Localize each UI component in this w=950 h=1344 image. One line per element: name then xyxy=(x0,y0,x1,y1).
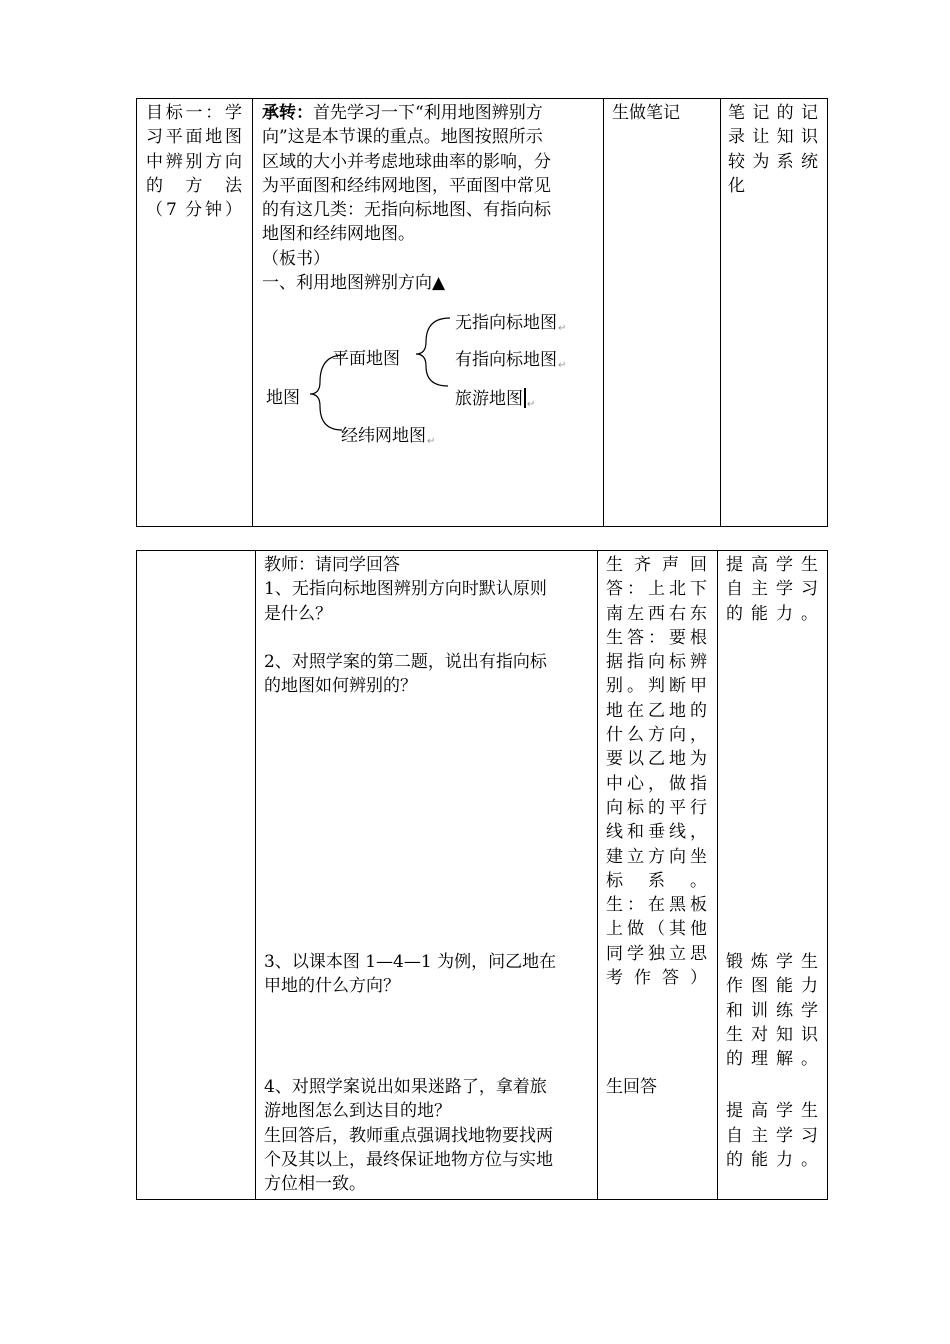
text-line xyxy=(726,1075,818,1099)
text-line: 提高学生 xyxy=(726,555,818,575)
text-line: 3、以课本图 1—4—1 为例，问乙地在 xyxy=(264,952,557,972)
t2-col4-part2 xyxy=(726,950,818,1071)
text-line: 同学独立思 xyxy=(606,943,707,964)
text-line: 4、对照学案说出如果迷路了，拿着旅 xyxy=(264,1077,547,1097)
text-line: 自主学习 xyxy=(726,579,818,600)
text-line: 地图和经纬网地图。 xyxy=(262,224,415,245)
text-line: 笔记的记 xyxy=(728,103,818,123)
transition-label: 承转： xyxy=(262,103,313,123)
text-line: 建立方向坐 xyxy=(606,846,707,867)
t2-col3-part1 xyxy=(606,553,707,990)
t2-col4-part3 xyxy=(726,1075,818,1172)
text-line xyxy=(264,626,589,650)
text-line: 和训练学 xyxy=(726,1000,818,1021)
t1-col1 xyxy=(146,101,242,222)
text-line: 的理解。 xyxy=(726,1049,818,1070)
text-line: 2、对照学案的第二题，说出有指向标 xyxy=(264,652,547,673)
text-line: 据指向标辨 xyxy=(606,652,707,673)
brace-plane xyxy=(416,318,450,386)
text-line: 游地图怎么到达目的地？ xyxy=(264,1101,451,1122)
text-line: 提高学生 xyxy=(726,1101,818,1122)
text-line: 的地图如何辨别的？ xyxy=(264,676,417,697)
text-line: 习平面地图 xyxy=(146,127,242,148)
text-line: 自主学习 xyxy=(726,1125,818,1146)
text-line: 生回答后，教师重点强调找地物要找两 xyxy=(264,1125,553,1146)
text-line: 一、利用地图辨别方向▲ xyxy=(262,273,446,294)
text-line: 什么方向， xyxy=(606,725,707,746)
text-line: 答：上北下 xyxy=(606,579,707,600)
text-line: 个及其以上，最终保证地物方位与实地 xyxy=(264,1149,553,1170)
text-line: 较为系统 xyxy=(728,151,818,172)
t1-col2 xyxy=(262,125,592,295)
text-line: 目标一：学 xyxy=(146,103,242,123)
text-line: 生对知识 xyxy=(726,1024,818,1045)
text-line: 是什么？ xyxy=(264,603,332,624)
diagram-plane-map: 平面地图 xyxy=(332,349,400,369)
text-line: 别。判断甲 xyxy=(606,676,707,697)
text-line: 生齐声回 xyxy=(606,555,707,575)
text-line: 生做笔记 xyxy=(612,103,680,123)
text-line: 标系。 xyxy=(606,870,707,891)
diagram-leaf-no-compass: 无指向标地图↵ xyxy=(455,313,567,334)
t2-col2-part2 xyxy=(264,950,589,999)
diagram-leaf-compass: 有指向标地图↵ xyxy=(455,350,567,371)
text-line: （7 分钟） xyxy=(146,200,242,221)
text-line: 生：在黑板 xyxy=(606,895,707,916)
text-line: 的方法 xyxy=(146,175,242,196)
t2-col2-part1 xyxy=(264,553,589,699)
text-line: 向标的平行 xyxy=(606,797,707,818)
t2-col4-part1 xyxy=(726,553,818,626)
diagram-root: 地图 xyxy=(266,388,300,408)
text-line: 线和垂线， xyxy=(606,822,707,843)
text-line: 中心，做指 xyxy=(606,773,707,794)
text-line: 向”这是本节课的重点。地图按照所示 xyxy=(262,127,543,148)
text-line: 锻炼学生 xyxy=(726,952,818,972)
text-line: 考作答） xyxy=(606,968,707,989)
text-line: 地在乙地的 xyxy=(606,700,707,721)
text-line: 要以乙地为 xyxy=(606,749,707,770)
t1-col3 xyxy=(612,101,712,125)
text-line: （板书） xyxy=(262,248,330,269)
text-line: 作图能力 xyxy=(726,976,818,997)
text-line: 的能力。 xyxy=(726,603,818,624)
t1-col4 xyxy=(728,101,818,198)
t1-col2-first: 承转：首先学习一下“利用地图辨别方 xyxy=(262,103,543,123)
text-line: 上做（其他 xyxy=(606,919,707,940)
text-line: 的有这几类：无指向标地图、有指向标 xyxy=(262,200,551,221)
text-line: 的能力。 xyxy=(726,1149,818,1170)
diagram-latlon-map: 经纬网地图↵ xyxy=(341,426,436,447)
text-line: 为平面图和经纬网地图，平面图中常见 xyxy=(262,175,551,196)
text-line: 甲地的什么方向？ xyxy=(264,976,400,997)
text-line: 生答：要根 xyxy=(606,627,707,648)
text-line: 教师：请同学回答 xyxy=(264,555,400,575)
text-line: 化 xyxy=(728,175,745,196)
text-line: 中辨别方向 xyxy=(146,151,242,172)
text-line: 方位相一致。 xyxy=(264,1174,366,1195)
text-line: 录让知识 xyxy=(728,127,818,148)
diagram-leaf-tourist: 旅游地图 ↵ xyxy=(455,389,536,410)
t2-col3-part2 xyxy=(606,1075,707,1099)
text-line: 1、无指向标地图辨别方向时默认原则 xyxy=(264,579,547,600)
text-line: 生回答 xyxy=(606,1077,657,1097)
text-line: 区域的大小并考虑地球曲率的影响，分 xyxy=(262,151,551,172)
t2-col2-part3 xyxy=(264,1075,589,1196)
text-line: 南左西右东 xyxy=(606,603,707,624)
